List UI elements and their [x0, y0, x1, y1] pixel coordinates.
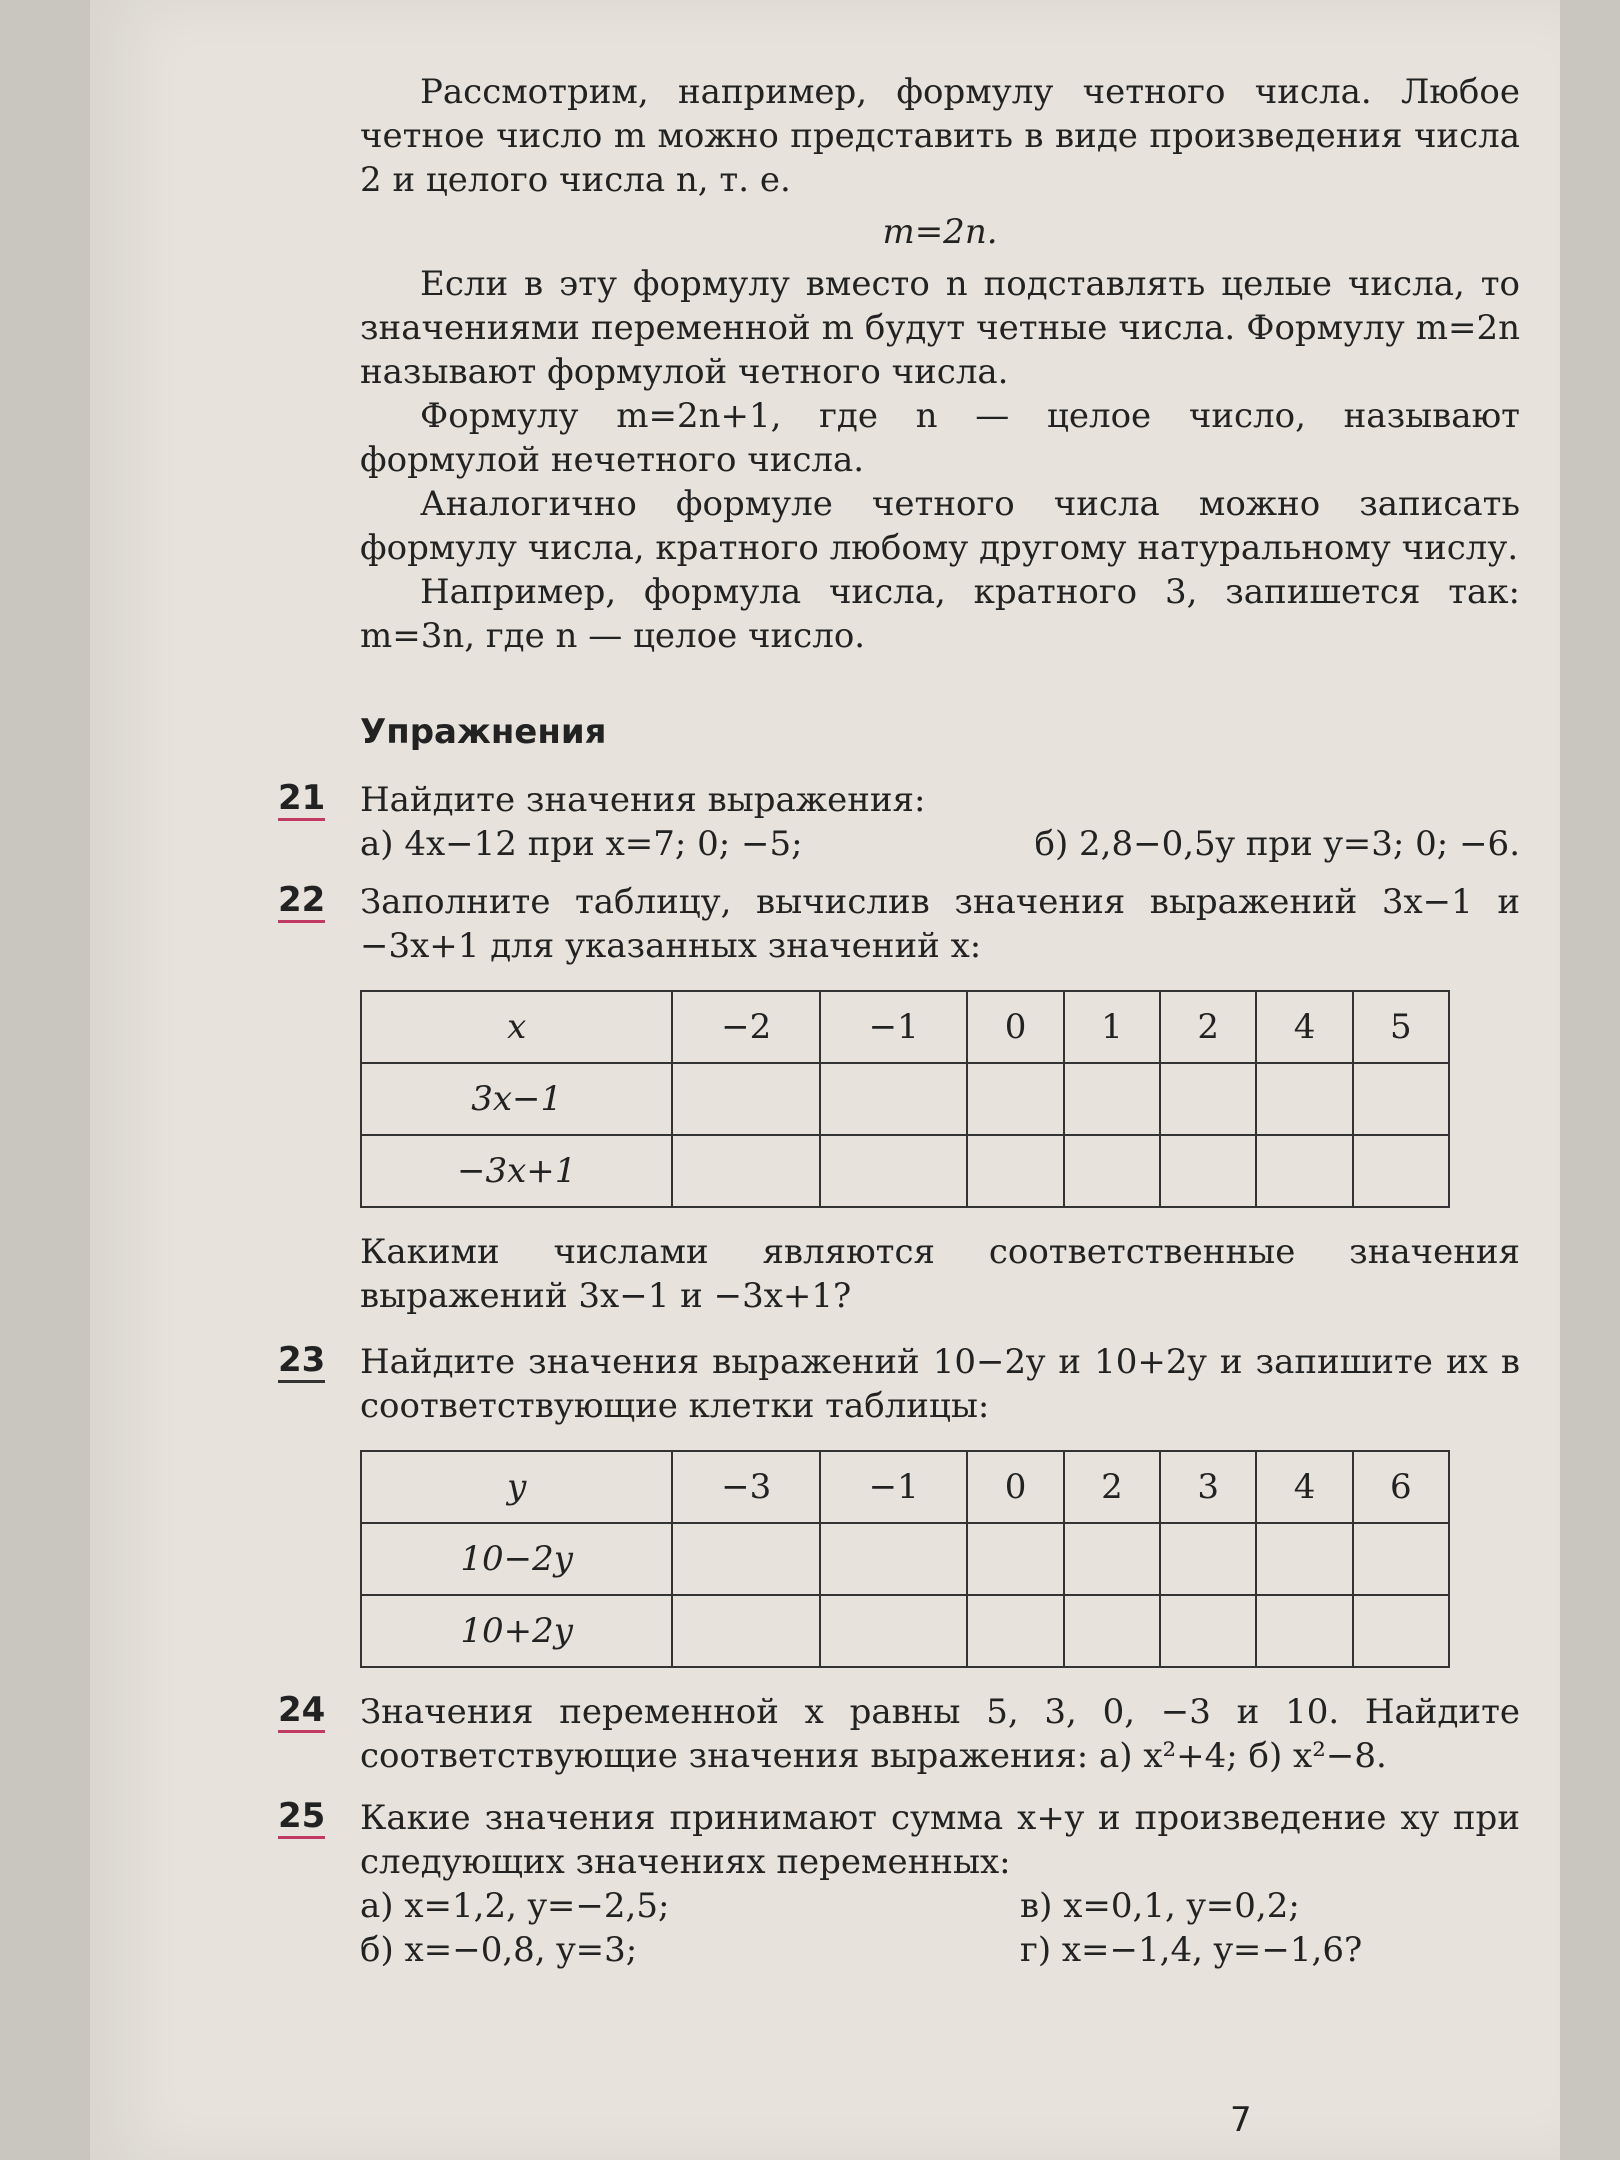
- exercise-text: Заполните таблицу, вычислив значения выражений 3x−1 и −3x+1 для указанных значений x:: [360, 882, 1520, 966]
- table-header-cell: −3: [672, 1451, 820, 1523]
- table-row: [361, 1523, 1449, 1595]
- empty-cell: [820, 1595, 968, 1667]
- exercise-22: [278, 880, 1520, 1318]
- table-header-cell: 1: [1064, 991, 1160, 1063]
- exercise-question: Какими числами являются соответственные значения выражений 3x−1 и −3x+1?: [360, 1232, 1520, 1316]
- empty-cell: [1160, 1595, 1256, 1667]
- empty-cell: [672, 1063, 820, 1135]
- exercise-24: [278, 1690, 1520, 1778]
- table-x-values: [360, 990, 1450, 1208]
- table-row: [361, 1063, 1449, 1135]
- empty-cell: [1353, 1135, 1449, 1207]
- table-header-cell: 0: [967, 1451, 1063, 1523]
- part-a: а) x=1,2, y=−2,5;: [360, 1886, 670, 1926]
- intro-paragraph-1: Рассмотрим, например, формулу четного числа. Любое четное число m можно представить в виде произведения числа 2 и целого числа n, т. е.: [360, 72, 1520, 200]
- empty-cell: [1064, 1523, 1160, 1595]
- exercise-23: [278, 1340, 1520, 1668]
- row-label: −3x+1: [361, 1135, 672, 1207]
- empty-cell: [1064, 1063, 1160, 1135]
- empty-cell: [820, 1523, 968, 1595]
- exercise-number: 24: [278, 1690, 325, 1733]
- part-b: б) x=−0,8, y=3;: [360, 1930, 638, 1970]
- table-header-cell: 5: [1353, 991, 1449, 1063]
- table-row: [361, 1595, 1449, 1667]
- page-number: 7: [1230, 2100, 1252, 2140]
- exercise-text: Значения переменной x равны 5, 3, 0, −3 и 10. Найдите соответствующие значения выражения: а) x²+4; б) x²−8.: [360, 1692, 1520, 1776]
- empty-cell: [967, 1523, 1063, 1595]
- intro-paragraph-3: Формулу m=2n+1, где n — целое число, называют формулой нечетного числа.: [360, 396, 1520, 480]
- exercise-text: Найдите значения выражения:: [360, 780, 926, 820]
- table-header-row: [361, 1451, 1449, 1523]
- table-header-cell: −2: [672, 991, 820, 1063]
- textbook-page: [90, 0, 1560, 2160]
- intro-paragraph-2: Если в эту формулу вместо n подставлять целые числа, то значениями переменной m будут четные числа. Формулу m=2n называют формулой четного числа.: [360, 264, 1520, 392]
- exercise-text: Какие значения принимают сумма x+y и произведение xy при следующих значениях переменных:: [360, 1798, 1520, 1882]
- empty-cell: [967, 1063, 1063, 1135]
- table-header-cell: 0: [967, 991, 1063, 1063]
- section-heading: Упражнения: [360, 712, 607, 752]
- page-content: [278, 70, 1520, 1982]
- empty-cell: [967, 1595, 1063, 1667]
- table-header-cell: −1: [820, 991, 968, 1063]
- empty-cell: [1256, 1595, 1352, 1667]
- intro-paragraph-5: Например, формула числа, кратного 3, запишется так: m=3n, где n — целое число.: [360, 572, 1520, 656]
- table-header-cell: 4: [1256, 1451, 1352, 1523]
- exercise-21: [278, 778, 1520, 866]
- part-a: а) 4x−12 при x=7; 0; −5;: [360, 824, 803, 864]
- empty-cell: [820, 1063, 968, 1135]
- empty-cell: [1256, 1523, 1352, 1595]
- empty-cell: [1064, 1135, 1160, 1207]
- empty-cell: [1256, 1063, 1352, 1135]
- exercise-parts-row-1: [360, 1884, 1520, 1928]
- empty-cell: [1064, 1595, 1160, 1667]
- exercise-number: 23: [278, 1340, 325, 1383]
- table-header-cell: 3: [1160, 1451, 1256, 1523]
- empty-cell: [820, 1135, 968, 1207]
- empty-cell: [1160, 1523, 1256, 1595]
- empty-cell: [672, 1135, 820, 1207]
- empty-cell: [1353, 1063, 1449, 1135]
- exercise-number: 21: [278, 778, 325, 821]
- table-header-cell: x: [361, 991, 672, 1063]
- empty-cell: [1256, 1135, 1352, 1207]
- empty-cell: [672, 1595, 820, 1667]
- exercise-parts: [360, 822, 1520, 866]
- table-header-cell: 4: [1256, 991, 1352, 1063]
- table-header-cell: 2: [1160, 991, 1256, 1063]
- exercise-text: Найдите значения выражений 10−2y и 10+2y и запишите их в соответствующие клетки таблицы:: [360, 1342, 1520, 1426]
- exercise-number: 22: [278, 880, 325, 923]
- empty-cell: [1353, 1595, 1449, 1667]
- formula-even: m=2n.: [882, 212, 998, 252]
- exercise-parts-row-2: [360, 1928, 1520, 1972]
- table-header-cell: y: [361, 1451, 672, 1523]
- part-b: б) 2,8−0,5y при y=3; 0; −6.: [1034, 824, 1520, 864]
- exercise-number: 25: [278, 1796, 325, 1839]
- table-y-values: [360, 1450, 1450, 1668]
- table-header-cell: 6: [1353, 1451, 1449, 1523]
- intro-paragraph-4: Аналогично формуле четного числа можно записать формулу числа, кратного любому другому натуральному числу.: [360, 484, 1520, 568]
- empty-cell: [1160, 1063, 1256, 1135]
- table-header-row: [361, 991, 1449, 1063]
- part-v: в) x=0,1, y=0,2;: [1020, 1886, 1300, 1926]
- row-label: 3x−1: [361, 1063, 672, 1135]
- empty-cell: [1160, 1135, 1256, 1207]
- empty-cell: [672, 1523, 820, 1595]
- empty-cell: [1353, 1523, 1449, 1595]
- part-g: г) x=−1,4, y=−1,6?: [1020, 1930, 1363, 1970]
- exercise-25: [278, 1796, 1520, 1972]
- table-header-cell: −1: [820, 1451, 968, 1523]
- table-header-cell: 2: [1064, 1451, 1160, 1523]
- row-label: 10−2y: [361, 1523, 672, 1595]
- empty-cell: [967, 1135, 1063, 1207]
- table-row: [361, 1135, 1449, 1207]
- row-label: 10+2y: [361, 1595, 672, 1667]
